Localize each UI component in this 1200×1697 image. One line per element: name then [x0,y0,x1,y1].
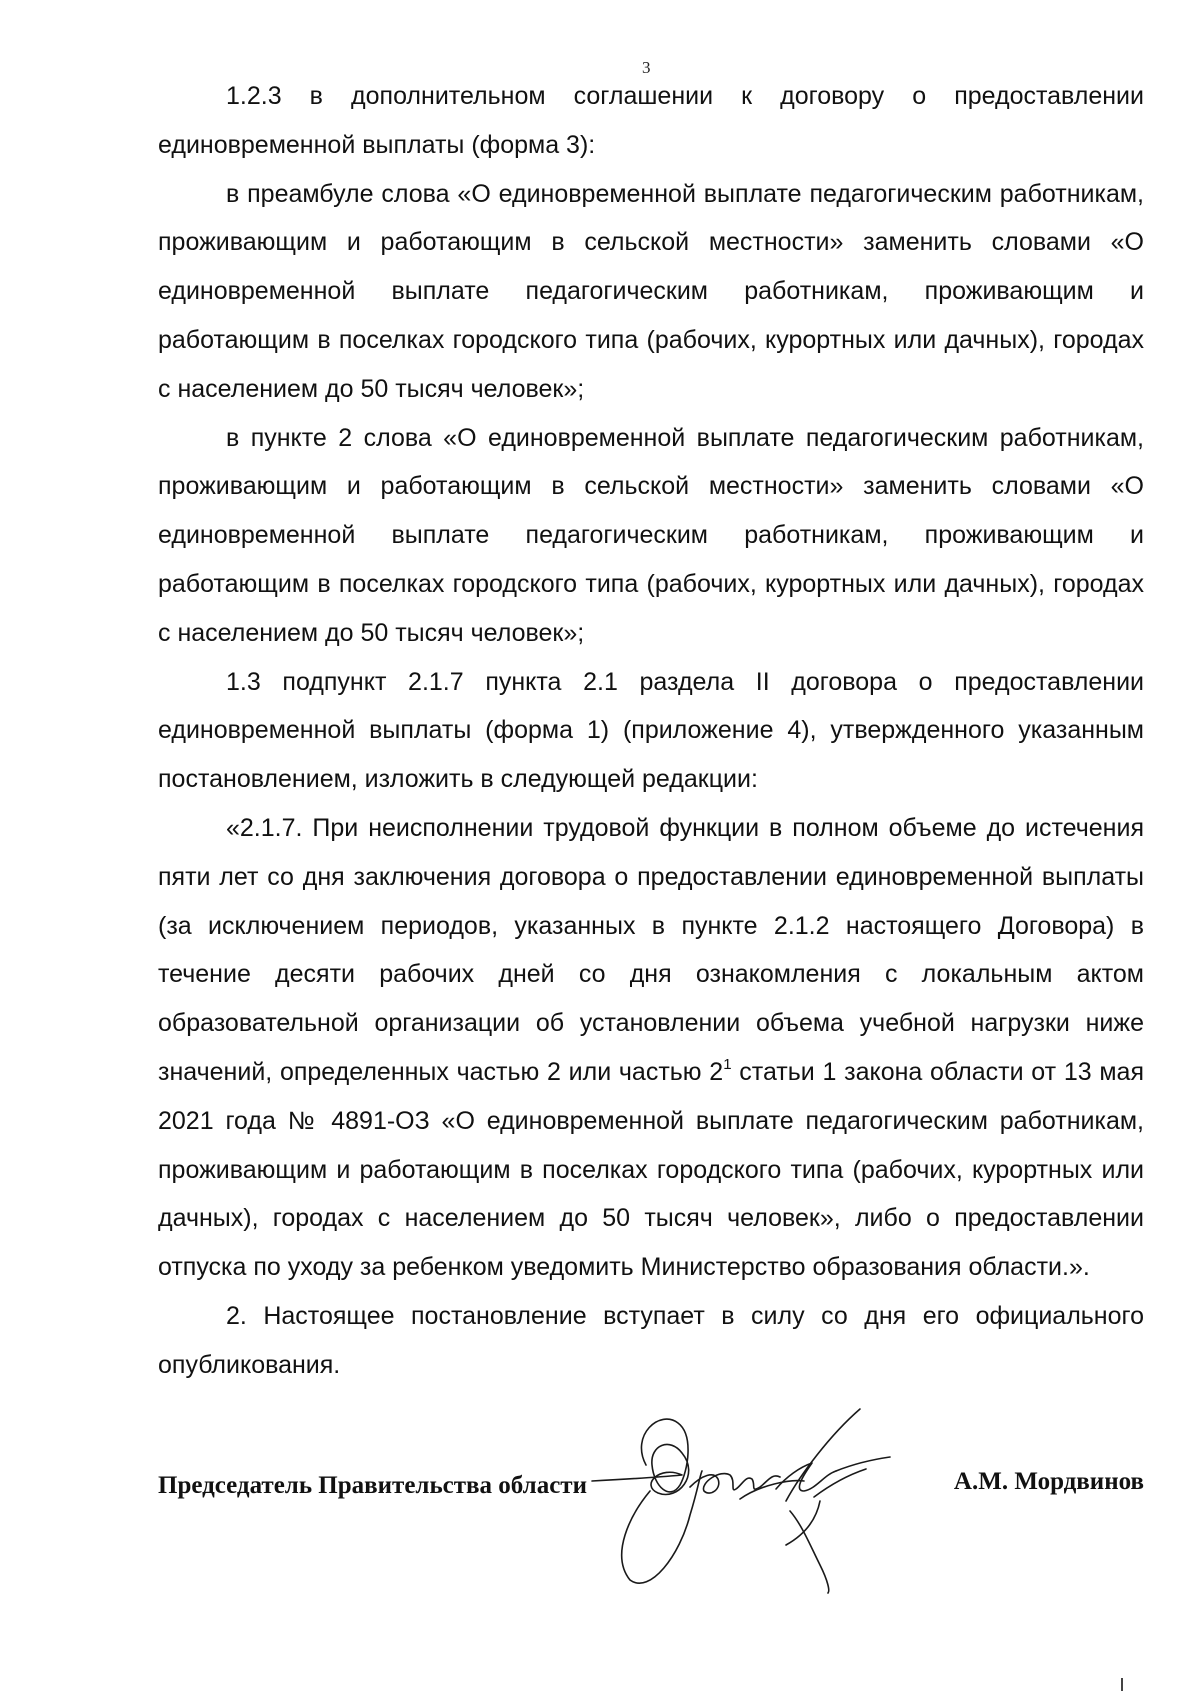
quote-text-end: статьи 1 закона области от 13 мая 2021 года № 4891-ОЗ «О единовременной выплате педагогическим работникам, проживающим и работающим в поселках городского типа (рабочих, курортных или дачных), городах с населением до 50 тысяч человек», либо о предоставлении отпуска по уходу за ребенком уведомить Министерство образования области.». [158,1057,1144,1282]
superscript: 1 [723,1055,732,1073]
paragraph-1-3: 1.3 подпункт 2.1.7 пункта 2.1 раздела II договора о предоставлении единовременной выплаты (форма 1) (приложение 4), утвержденного указанным постановлением, изложить в следующей редакции: [158,667,1144,794]
scan-artifact [1121,1678,1123,1691]
page-number: 3 [642,58,651,77]
paragraph-point-2: в пункте 2 слова «О единовременной выплате педагогическим работникам, проживающим и работающим в сельской местности» заменить словами «О единовременной выплате педагогическим работникам, проживающим и работающим в поселках городского типа (рабочих, курортных или дачных), городах с населением до 50 тысяч человек»; [158,423,1144,647]
paragraph-quote-2-1-7 [158,804,1144,1292]
paragraph-1-2-3: 1.2.3 в дополнительном соглашении к договору о предоставлении единовременной выплаты (форма 3): [158,82,1144,159]
document-body [158,72,1144,1390]
handwritten-signature [590,1405,920,1595]
quote-text-start: «2.1.7. При неисполнении трудовой функции в полном объеме до истечения пяти лет со дня заключения договора о предоставлении единовременной выплаты (за исключением периодов, указанных в пункте 2.1.2 настоящего Договора) в течение десяти рабочих дней со дня ознакомления с локальным актом образовательной организации об установлении объема учебной нагрузки ниже значений, определенных частью 2 или частью 2 [158,813,1144,1086]
paragraph-effective-date: 2. Настоящее постановление вступает в силу со дня его официального опубликования. [158,1301,1144,1379]
signatory-title: Председатель Правительства области [158,1472,587,1499]
signatory-name: А.М. Мордвинов [953,1468,1144,1495]
paragraph-preamble: в преамбуле слова «О единовременной выплате педагогическим работникам, проживающим и работающим в сельской местности» заменить словами «О единовременной выплате педагогическим работникам, проживающим и работающим в поселках городского типа (рабочих, курортных или дачных), городах с населением до 50 тысяч человек»; [158,179,1144,403]
